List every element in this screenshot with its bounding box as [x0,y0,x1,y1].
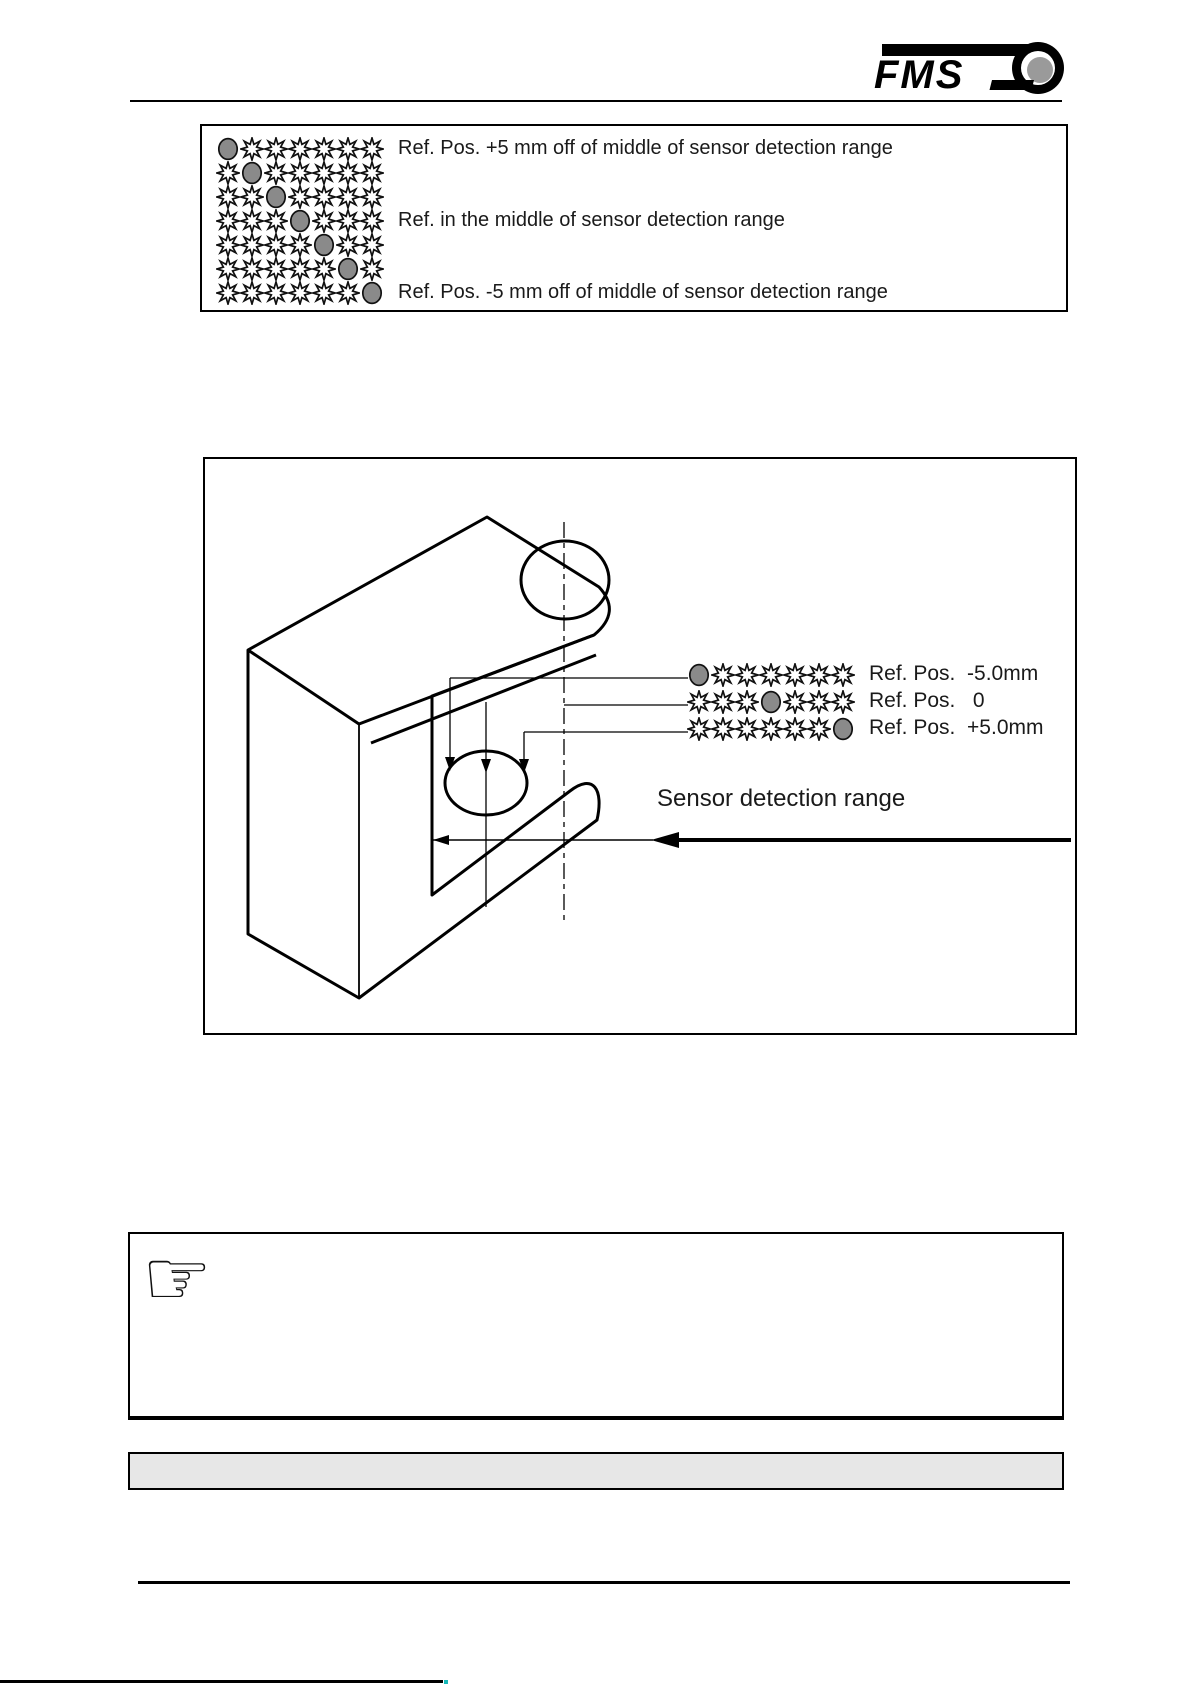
led-star-icon [735,663,759,687]
fms-logo-text: FMS [874,53,965,97]
led-active-icon [312,233,336,257]
led-star-icon [288,137,312,161]
led-row [216,233,893,257]
led-star-icon [288,161,312,185]
led-star-icon [360,233,384,257]
led-row-label: Ref. Pos. +5 mm off of middle of sensor detection range [398,136,893,159]
led-star-icon [831,663,855,687]
led-star-icon [360,209,384,233]
led-active-icon [759,690,783,714]
block-edge [248,650,359,724]
led-active-icon [216,137,240,161]
fms-logo-graphic [872,36,1086,98]
bottom-accent-dot [444,1680,448,1684]
led-row [687,690,1043,714]
led-star-icon [336,137,360,161]
led-row [216,161,893,185]
led-star-icon [360,161,384,185]
left-arrowhead-small [433,835,449,845]
led-star-icon [240,281,264,305]
led-active-icon [288,209,312,233]
led-star-icon [264,209,288,233]
led-star-icon [735,690,759,714]
led-star-icon [264,281,288,305]
led-star-icon [711,717,735,741]
led-star-icon [312,185,336,209]
led-star-icon [288,233,312,257]
led-row-label: Ref. Pos. +5.0mm [869,716,1044,739]
note-box [128,1232,1064,1420]
led-star-icon [759,717,783,741]
led-star-icon [216,257,240,281]
led-star-icon [687,690,711,714]
arm-underside-edge [359,635,594,724]
led-star-icon [264,233,288,257]
led-star-icon [783,717,807,741]
led-star-icon [240,185,264,209]
led-star-icon [216,185,240,209]
led-star-icon [240,233,264,257]
header-rule [130,100,1062,102]
led-star-icon [216,233,240,257]
led-star-icon [360,185,384,209]
led-active-icon [687,663,711,687]
pointing-hand-icon: ☞ [142,1234,212,1324]
led-star-icon [711,690,735,714]
led-star-icon [687,717,711,741]
led-star-icon [360,137,384,161]
bottom-edge-line [0,1680,443,1683]
led-star-icon [807,690,831,714]
led-star-icon [336,281,360,305]
led-star-icon [288,281,312,305]
fms-logo [872,36,1086,98]
led-legend-matrix [216,137,893,305]
led-star-icon [735,717,759,741]
led-star-icon [216,161,240,185]
led-star-icon [264,257,288,281]
led-star-icon [807,717,831,741]
led-star-icon [336,161,360,185]
led-star-icon [312,209,336,233]
led-row [216,209,893,233]
led-active-icon [831,717,855,741]
led-star-icon [288,185,312,209]
led-star-icon [783,690,807,714]
left-arrowhead-large [651,832,679,848]
led-star-icon [216,209,240,233]
led-star-icon [264,161,288,185]
led-star-icon [336,185,360,209]
footer-rule [138,1581,1070,1584]
slot-chamfer-edge [371,655,596,743]
down-arrowhead [481,759,491,773]
led-star-icon [336,233,360,257]
block-outline [248,517,609,998]
gray-heading-bar [128,1452,1064,1490]
led-star-icon [264,137,288,161]
sensor-detection-range-label: Sensor detection range [657,785,906,812]
sensor-diagram-box [203,457,1077,1035]
led-row-label: Ref. Pos. 0 [869,689,985,712]
led-star-icon [312,281,336,305]
led-legend-box [200,124,1068,312]
led-active-icon [360,281,384,305]
led-row [687,717,1043,741]
led-row-label: Ref. in the middle of sensor detection range [398,208,785,231]
led-star-icon [240,209,264,233]
led-row-label: Ref. Pos. -5.0mm [869,662,1039,685]
upper-hole [521,541,609,619]
led-row [216,257,893,281]
led-star-icon [783,663,807,687]
led-star-icon [240,137,264,161]
led-star-icon [360,257,384,281]
led-star-icon [312,161,336,185]
led-star-icon [807,663,831,687]
led-row [216,185,893,209]
diagram-led-rows [687,663,1043,744]
led-star-icon [831,690,855,714]
led-star-icon [759,663,783,687]
led-row [216,137,893,161]
led-active-icon [336,257,360,281]
led-active-icon [240,161,264,185]
led-star-icon [312,137,336,161]
led-star-icon [216,281,240,305]
led-star-icon [711,663,735,687]
led-row [687,663,1043,687]
sensor-isometric-drawing [205,459,1075,1033]
led-star-icon [336,209,360,233]
led-star-icon [288,257,312,281]
led-active-icon [264,185,288,209]
led-star-icon [312,257,336,281]
led-row [216,281,893,305]
led-row-label: Ref. Pos. -5 mm off of middle of sensor detection range [398,280,888,303]
led-star-icon [240,257,264,281]
